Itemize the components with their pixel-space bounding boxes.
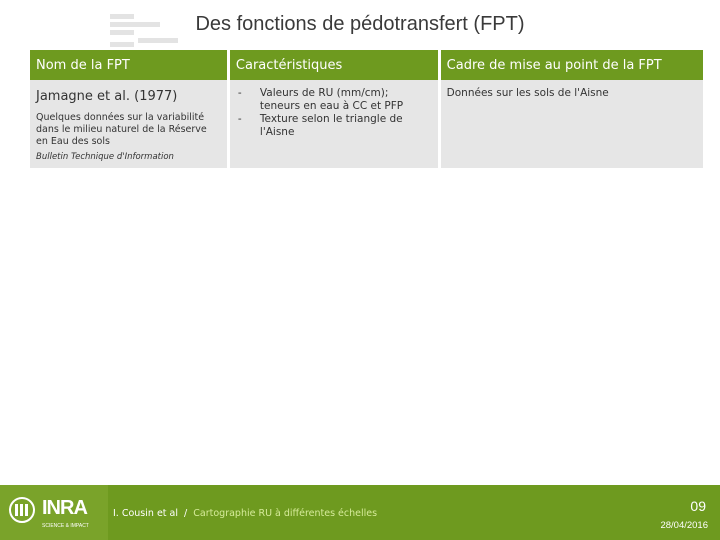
- footer-date: 28/04/2016: [660, 520, 708, 531]
- header-cadre: Cadre de mise au point de la FPT: [441, 50, 703, 80]
- footer-separator: /: [184, 508, 188, 519]
- header-caracteristiques: Caractéristiques: [230, 50, 438, 80]
- fpt-source: Quelques données sur la variabilité dans le milieu naturel de la Réserve en Eau des sols: [36, 112, 207, 147]
- fpt-source-note: Bulletin Technique d'Information: [36, 152, 174, 162]
- slide-title: Des fonctions de pédotransfert (FPT): [195, 13, 525, 35]
- table-row: [30, 80, 703, 168]
- fpt-table: [27, 50, 706, 168]
- footer-credit: [113, 508, 377, 519]
- list-item: - Valeurs de RU (mm/cm); teneurs en eau à CC et PFP: [236, 87, 432, 112]
- characteristics-list: [236, 87, 432, 138]
- page-number: 09: [690, 498, 706, 514]
- footer-author: I. Cousin et al: [113, 508, 178, 519]
- header-nom: Nom de la FPT: [30, 50, 227, 80]
- inra-logo-icon: [8, 496, 36, 524]
- footer-bar: [0, 485, 720, 540]
- footer-subject: Cartographie RU à différentes échelles: [193, 508, 378, 519]
- cadre-text: Données sur les sols de l'Aisne: [446, 87, 609, 99]
- fpt-name: Jamagne et al. (1977): [36, 89, 178, 104]
- cell-cadre: [441, 80, 703, 168]
- table-header-row: [30, 50, 703, 80]
- logo-subtext: SCIENCE & IMPACT: [42, 523, 89, 529]
- logo-wordmark: INRA: [42, 497, 87, 519]
- cell-nom: [30, 80, 227, 168]
- list-item: - Texture selon le triangle de l'Aisne: [236, 113, 432, 138]
- cell-caracteristiques: [230, 80, 438, 168]
- inra-logo: [0, 485, 108, 540]
